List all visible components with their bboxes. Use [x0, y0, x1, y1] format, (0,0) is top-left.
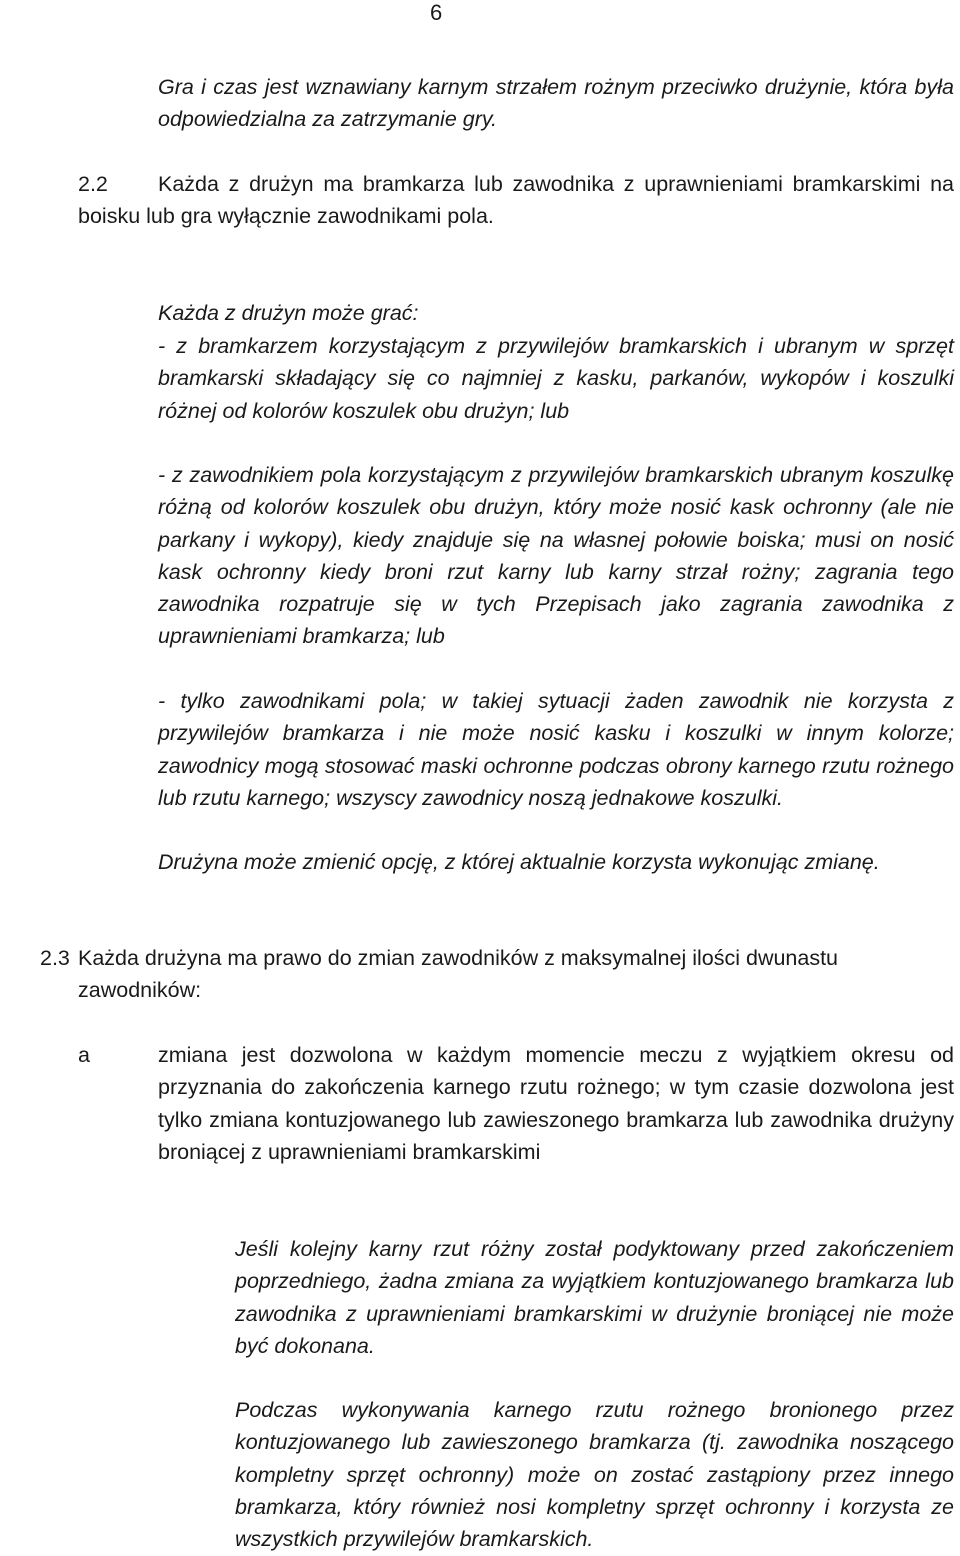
option-goalkeeper: - z bramkarzem korzystającym z przywilejów bramkarskich i ubranym w sprzęt bramkarski składający się co najmniej z kasku, parkanów, wykopów i koszulki różnej od kolorów koszulek obu drużyn; lub: [158, 334, 954, 423]
note-consecutive-penalty: Jeśli kolejny karny rzut różny został podyktowany przed zakończeniem poprzedniego, żadna zmiana za wyjątkiem kontuzjowanego bramkarza lub zawodnika z uprawnieniami bramkarskimi w drużynie broniącej nie może być dokonana.: [235, 1237, 954, 1358]
section-2-3-text: Każda drużyna ma prawo do zmian zawodników z maksymalnej ilości dwunastu zawodników:: [78, 946, 839, 1003]
option-field-player-goalkeeper: - z zawodnikiem pola korzystającym z przywilejów bramkarskich ubranym koszulkę różną od kolorów koszulek obu drużyn, który może nosić kask ochronny (ale nie parkany i wykopy), kiedy znajduje się na własnej połowie boiska; musi on nosić kask ochronny kiedy broni rzut karny lub karny strzał rożny; zagrania tego zawodnika rozpatruje się w tych Przepisach jako zagrania zawodnika z uprawnieniami bramkarza; lub: [158, 463, 954, 649]
item-a-text: zmiana jest dozwolona w każdym momencie meczu z wyjątkiem okresu od przyznania do zakończenia karnego rzutu rożnego; w tym czasie dozwolona jest tylko zmiana kontuzjowanego lub zawieszonego bramkarza lub zawodnika drużyny broniącej z uprawnieniami bramkarskimi: [158, 1043, 954, 1164]
option-change-note: Drużyna może zmienić opcję, z której aktualnie korzysta wykonując zmianę.: [158, 850, 880, 874]
note-injured-goalkeeper: Podczas wykonywania karnego rzutu rożnego bronionego przez kontuzjowanego lub zawieszonego bramkarza (tj. zawodnika noszącego kompletny sprzęt ochronny) może on zostać zastąpiony przez innego bramkarza, który również nosi kompletny sprzęt ochronny i korzysta ze wszystkich przywilejów bramkarskich.: [235, 1398, 954, 1552]
option-field-players-only: - tylko zawodnikami pola; w takiej sytuacji żaden zawodnik nie korzysta z przywilejów bramkarza i nie może nosić kasku i koszulki w innym kolorze; zawodnicy mogą stosować maski ochronne podczas obrony karnego rzutu rożnego lub rzutu karnego; wszyscy zawodnicy noszą jednakowe koszulki.: [158, 689, 954, 810]
options-intro: Każda z drużyn może grać:: [158, 301, 419, 325]
section-number-2-3: 2.3: [40, 946, 70, 970]
section-2-2-text: Każda z drużyn ma bramkarza lub zawodnika z uprawnieniami bramkarskimi na boisku lub gra wyłącznie zawodnikami pola.: [78, 172, 954, 229]
page-number: 6: [430, 0, 443, 25]
restart-paragraph: Gra i czas jest wznawiany karnym strzałem rożnym przeciwko drużynie, która była odpowiedzialna za zatrzymanie gry.: [158, 75, 954, 132]
item-a-label: a: [78, 1043, 90, 1067]
section-number-2-2: 2.2: [78, 172, 108, 196]
